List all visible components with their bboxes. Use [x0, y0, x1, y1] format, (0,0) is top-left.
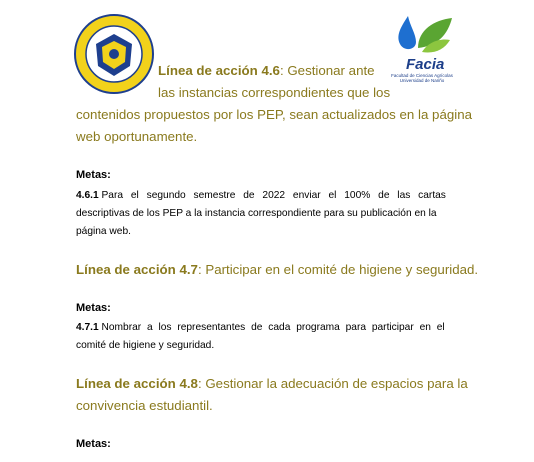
heading-4-6-label: Línea de acción 4.6 [158, 63, 280, 78]
heading-4-8-line2: convivencia estudiantil. [76, 398, 213, 413]
heading-4-6-text: : Gestionar ante [279, 63, 375, 78]
university-seal-logo [74, 14, 154, 94]
heading-4-6-line2: las instancias correspondientes que los [158, 85, 391, 100]
facia-wordmark: Facia [406, 56, 445, 73]
heading-4-7-label: Línea de acción 4.7 [76, 262, 198, 277]
heading-4-7-text: : Participar en el comité de higiene y seguridad. [197, 262, 479, 277]
heading-4-7 [76, 262, 478, 277]
goal-4-6-1-line3: página web. [76, 226, 131, 237]
metas-label-4-6: Metas: [76, 169, 111, 181]
heading-4-8-line1 [76, 376, 468, 391]
metas-label-4-8: Metas: [76, 438, 111, 450]
goal-number: 4.6.1 [76, 190, 99, 201]
goal-number: 4.7.1 [76, 322, 99, 333]
goal-text: Nombrar a los representantes de cada programa para participar en el [101, 322, 445, 333]
goal-text: Para el segundo semestre de 2022 enviar el 100% de las cartas [101, 190, 446, 201]
heading-4-8-text: : Gestionar la adecuación de espacios para la [197, 376, 468, 391]
heading-4-8-label: Línea de acción 4.8 [76, 376, 198, 391]
heading-4-6-line3: contenidos propuestos por los PEP, sean actualizados en la página [76, 107, 472, 122]
metas-label-4-7: Metas: [76, 302, 111, 314]
goal-4-7-1-line1 [76, 322, 445, 333]
heading-4-6-line4: web oportunamente. [76, 129, 198, 144]
leaf-drop-icon [388, 12, 454, 58]
goal-4-7-1-line2: comité de higiene y seguridad. [76, 340, 215, 351]
facia-logo [388, 12, 454, 90]
goal-4-6-1-line2: descriptivas de los PEP a la instancia correspondiente para su publicación en la [76, 208, 437, 219]
facia-subtitle: Facultad de Ciencias Agrícolas Universidad de Nariño [391, 73, 453, 83]
heading-4-6-line1 [158, 63, 375, 78]
goal-4-6-1-line1 [76, 190, 446, 201]
